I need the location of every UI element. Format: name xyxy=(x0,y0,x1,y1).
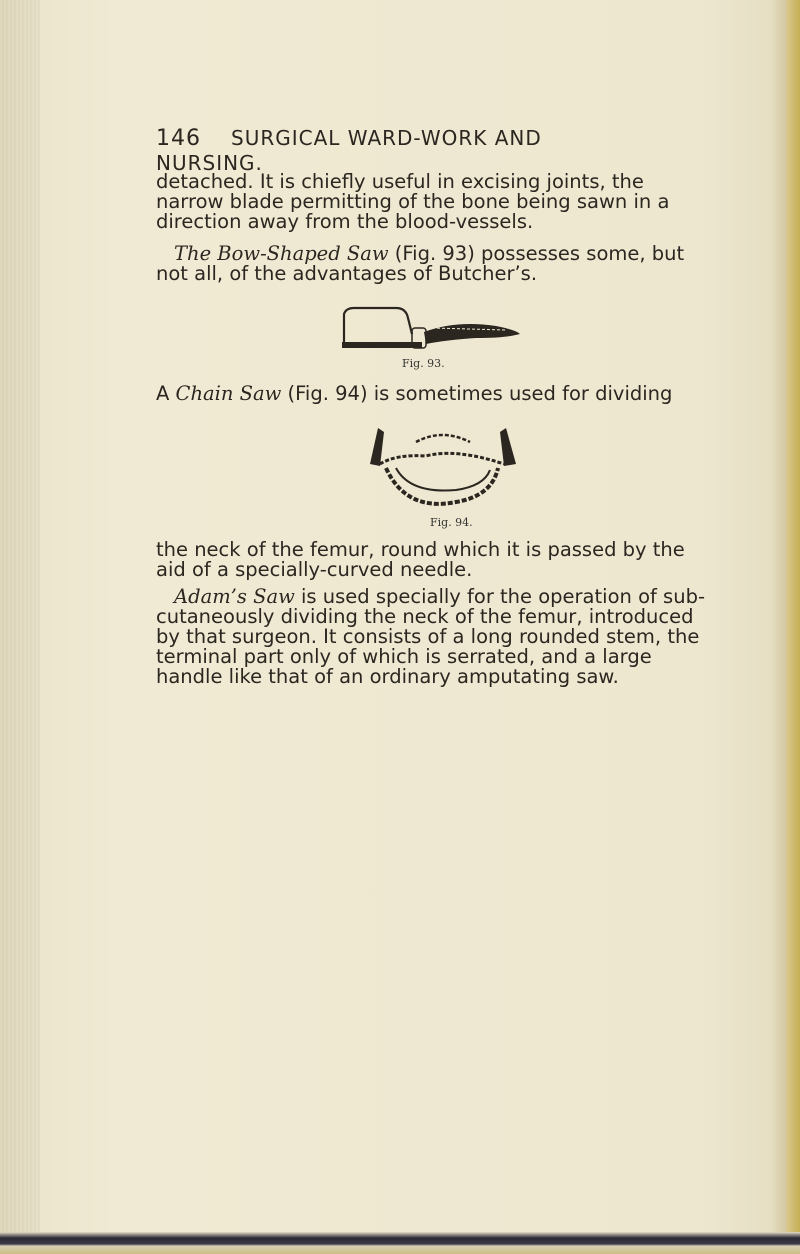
chain-saw-figure xyxy=(366,424,520,514)
fig-94-caption: Fig. 94. xyxy=(430,516,473,529)
fig-93-caption: Fig. 93. xyxy=(402,357,445,370)
paragraph-1: detached. It is chiefly useful in excising joints, the narrow blade permitting of the bone being sawn in a direction away from the blood-vessels. xyxy=(156,170,670,233)
page-stack-left-edge xyxy=(0,0,40,1254)
paragraph-bow-shaped-saw-text: (Fig. 93) possesses some, but not all, of the advantages of Butcher’s. xyxy=(156,242,685,285)
bow-shaped-saw-figure xyxy=(336,304,526,354)
chain-saw-term: Chain Saw xyxy=(175,382,282,405)
bow-shaped-saw-term: The Bow-Shaped Saw xyxy=(174,242,389,265)
paragraph-adams-saw xyxy=(156,587,712,687)
running-title: SURGICAL WARD-WORK AND NURSING. xyxy=(156,126,542,175)
paragraph-chain-saw-text: (Fig. 94) is sometimes used for dividing xyxy=(281,382,673,405)
chain-saw-lead: A xyxy=(156,382,176,405)
paragraph-femur-neck: the neck of the femur, round which it is passed by the aid of a specially-curved needle. xyxy=(156,538,685,581)
paragraph-chain-saw xyxy=(156,384,712,404)
page-gilt-right-edge xyxy=(786,0,800,1254)
adams-saw-term: Adam’s Saw xyxy=(174,585,295,608)
page-number: 146 xyxy=(156,126,201,151)
running-header xyxy=(156,126,636,175)
paragraph-adams-saw-text: is used specially for the operation of sub-cutaneously dividing the neck of the femur, introduced by that surgeon. It consists of a long rounded stem, the terminal part only of which is serrated, and a large handle like that of an ordinary amputating saw. xyxy=(156,585,705,688)
page-bottom-edge xyxy=(0,1232,800,1254)
paragraph-bow-shaped-saw xyxy=(156,244,712,284)
